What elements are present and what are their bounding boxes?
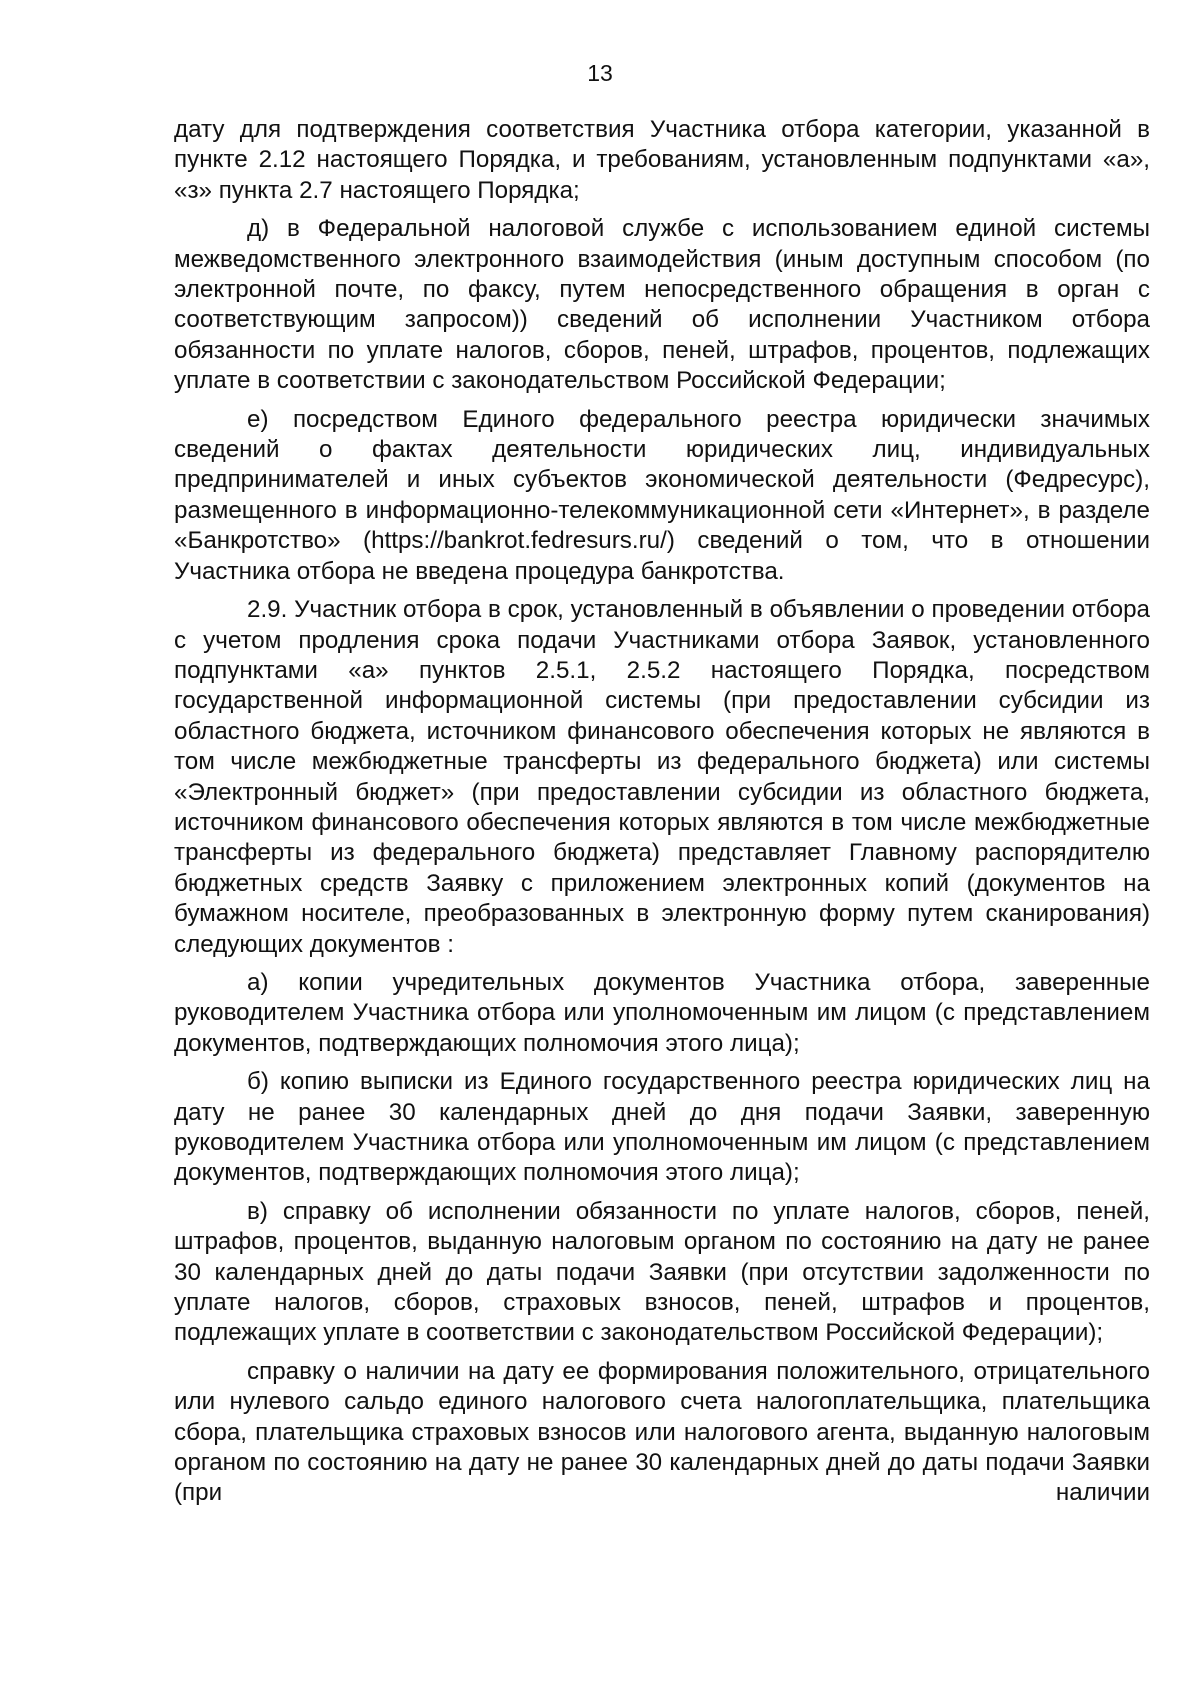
- paragraph-item-a: а) копии учредительных документов Участника отбора, заверенные руководителем Участника отбора или уполномоченным им лицом (с представлением документов, подтверждающих полномочия этого лица);: [174, 968, 1150, 1057]
- document-body: [174, 115, 1150, 1517]
- paragraph-item-e: е) посредством Единого федерального реестра юридически значимых сведений о фактах деятельности юридических лиц, индивидуальных предпринимателей и иных субъектов экономической деятельности (Федресурс), размещенного в информационно-телекоммуникационной сети «Интернет», в разделе «Банкротство» (https://bankrot.fedresurs.ru/) сведений о том, что в отношении Участника отбора не введена процедура банкротства.: [174, 405, 1150, 585]
- paragraph-balance-certificate: справку о наличии на дату ее формирования положительного, отрицательного или нулевого сальдо единого налогового счета налогоплательщика, плательщика сбора, плательщика страховых взносов или налогового агента, выданную налоговым органом по состоянию на дату не ранее 30 календарных дней до даты подачи Заявки (при наличии: [174, 1357, 1150, 1507]
- paragraph-item-v: в) справку об исполнении обязанности по уплате налогов, сборов, пеней, штрафов, процентов, выданную налоговым органом по состоянию на дату не ранее 30 календарных дней до даты подачи Заявки (при отсутствии задолженности по уплате налогов, сборов, страховых взносов, пеней, штрафов и процентов, подлежащих уплате в соответствии с законодательством Российской Федерации);: [174, 1197, 1150, 1347]
- page-number: 13: [587, 60, 613, 86]
- paragraph-continuation: дату для подтверждения соответствия Участника отбора категории, указанной в пункте 2.12 настоящего Порядка, и требованиям, установленным подпунктами «а», «з» пункта 2.7 настоящего Порядка;: [174, 116, 1150, 204]
- paragraph-item-d: д) в Федеральной налоговой службе с использованием единой системы межведомственного электронного взаимодействия (иным доступным способом (по электронной почте, по факсу, путем непосредственного обращения в орган с соответствующим запросом)) сведений об исполнении Участником отбора обязанности по уплате налогов, сборов, пеней, штрафов, процентов, подлежащих уплате в соответствии с законодательством Российской Федерации;: [174, 215, 1150, 395]
- paragraph-item-b: б) копию выписки из Единого государственного реестра юридических лиц на дату не ранее 30 календарных дней до дня подачи Заявки, заверенную руководителем Участника отбора или уполномоченным им лицом (с представлением документов, подтверждающих полномочия этого лица);: [174, 1068, 1150, 1187]
- paragraph-section-2-9: 2.9. Участник отбора в срок, установленный в объявлении о проведении отбора с учетом продления срока подачи Участниками отбора Заявок, установленного подпунктами «а» пунктов 2.5.1, 2.5.2 настоящего Порядка, посредством государственной информационной системы (при предоставлении субсидии из областного бюджета, источником финансового обеспечения которых не являются в том числе межбюджетные трансферты из федерального бюджета) или системы «Электронный бюджет» (при предоставлении субсидии из областного бюджета, источником финансового обеспечения которых являются в том числе межбюджетные трансферты из федерального бюджета) представляет Главному распорядителю бюджетных средств Заявку с приложением электронных копий (документов на бумажном носителе, преобразованных в электронную форму путем сканирования) следующих документов :: [174, 596, 1150, 958]
